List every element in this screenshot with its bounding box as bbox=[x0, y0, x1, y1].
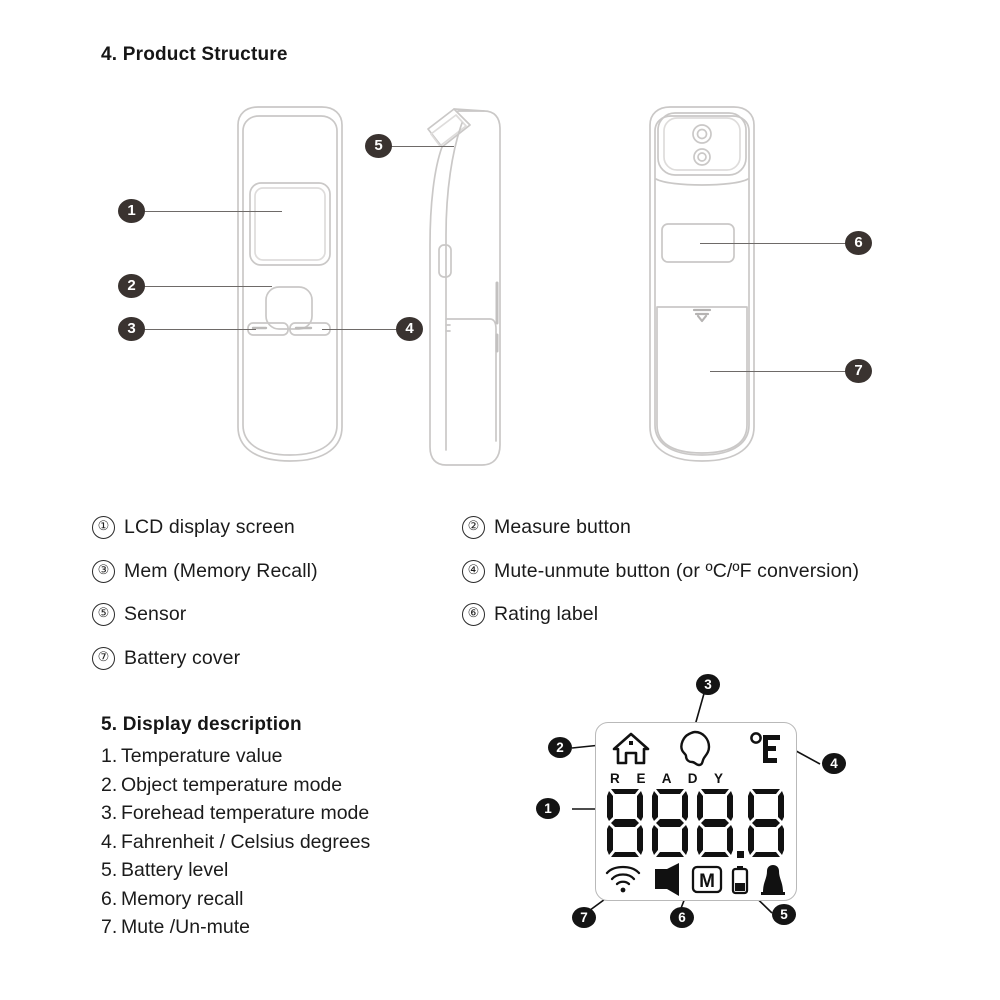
legend-label: Mem (Memory Recall) bbox=[124, 559, 318, 582]
forehead-icon bbox=[675, 729, 715, 774]
lcd-callout-badge-2: 2 bbox=[548, 737, 572, 758]
description-number: 2. bbox=[101, 773, 118, 796]
battery-icon bbox=[733, 866, 747, 893]
description-item-fahrenheit-celsius-degrees bbox=[101, 828, 531, 857]
description-number: 5. bbox=[101, 859, 118, 881]
description-label: Temperature value bbox=[121, 745, 283, 767]
description-number: 3. bbox=[101, 802, 118, 824]
legend-number-icon: ⑤ bbox=[92, 603, 115, 626]
description-number: 6. bbox=[101, 887, 118, 910]
side-view-outline bbox=[428, 109, 500, 465]
display-description-list bbox=[101, 742, 531, 942]
callout-badge-6: 6 bbox=[845, 231, 872, 255]
leader-line-7 bbox=[710, 371, 855, 372]
memory-m-icon bbox=[693, 867, 721, 892]
leader-line-1 bbox=[142, 211, 282, 212]
leader-line-2 bbox=[142, 286, 272, 287]
legend-label: Measure button bbox=[494, 516, 631, 538]
product-structure-diagram bbox=[90, 95, 920, 485]
svg-text:M: M bbox=[699, 871, 715, 892]
signal-dot-icon bbox=[621, 888, 626, 893]
description-label: Battery level bbox=[121, 859, 229, 881]
front-view-outline bbox=[238, 107, 342, 461]
callout-badge-1: 1 bbox=[118, 199, 145, 223]
description-item-mute-unmute bbox=[101, 913, 531, 942]
legend-label: Rating label bbox=[494, 603, 599, 625]
legend-number-icon: ② bbox=[462, 516, 485, 539]
callout-badge-5: 5 bbox=[365, 134, 392, 158]
description-item-temperature-value bbox=[101, 742, 531, 771]
legend-row bbox=[92, 560, 972, 604]
legend-list bbox=[92, 516, 972, 690]
leader-line-3 bbox=[142, 329, 256, 330]
degree-unit-icon bbox=[749, 729, 783, 774]
callout-badge-4: 4 bbox=[396, 317, 423, 341]
description-label: Mute /Un-mute bbox=[121, 916, 250, 938]
description-number: 7. bbox=[101, 916, 118, 938]
lcd-status-icons bbox=[605, 863, 789, 897]
description-label: Object temperature mode bbox=[121, 773, 343, 796]
mute-speaker-icon bbox=[655, 863, 679, 896]
legend-number-icon: ① bbox=[92, 516, 115, 539]
legend-item-mute-unmute-button bbox=[462, 560, 859, 583]
legend-label: Battery cover bbox=[124, 646, 241, 669]
lcd-callout-badge-1: 1 bbox=[536, 798, 560, 819]
legend-item-lcd-display-screen bbox=[92, 516, 295, 539]
legend-row bbox=[92, 516, 972, 560]
description-item-memory-recall bbox=[101, 885, 531, 914]
temperature-digits bbox=[607, 789, 787, 866]
lcd-panel bbox=[595, 722, 797, 901]
lcd-callout-badge-3: 3 bbox=[696, 674, 720, 695]
legend-label: Sensor bbox=[124, 603, 187, 625]
page-title-display-description: 5. Display description bbox=[101, 714, 302, 735]
legend-label: LCD display screen bbox=[124, 516, 295, 538]
description-label: Fahrenheit / Celsius degrees bbox=[121, 830, 371, 853]
legend-item-measure-button bbox=[462, 516, 631, 539]
house-icon bbox=[610, 731, 652, 772]
description-number: 1. bbox=[101, 745, 118, 767]
legend-item-mem-memory-recall bbox=[92, 560, 318, 583]
legend-item-battery-cover bbox=[92, 647, 240, 670]
signal-icon bbox=[607, 867, 639, 884]
description-item-forehead-temperature-mode bbox=[101, 799, 531, 828]
legend-item-rating-label bbox=[462, 603, 598, 626]
callout-badge-2: 2 bbox=[118, 274, 145, 298]
lcd-display-diagram bbox=[500, 668, 920, 958]
bell-icon bbox=[761, 865, 785, 895]
description-item-battery-level bbox=[101, 856, 531, 885]
callout-badge-3: 3 bbox=[118, 317, 145, 341]
leader-line-6 bbox=[700, 243, 855, 244]
back-view-outline bbox=[650, 107, 754, 461]
ready-text: R E A D Y bbox=[610, 771, 730, 786]
description-label: Forehead temperature mode bbox=[121, 802, 370, 824]
legend-number-icon: ③ bbox=[92, 560, 115, 583]
page-title-product-structure: 4. Product Structure bbox=[101, 44, 288, 65]
description-label: Memory recall bbox=[121, 887, 244, 910]
legend-number-icon: ⑦ bbox=[92, 647, 115, 670]
leader-line-4 bbox=[322, 329, 406, 330]
legend-label: Mute-unmute button (or ºC/ºF conversion) bbox=[494, 559, 860, 582]
lcd-callout-badge-6: 6 bbox=[670, 907, 694, 928]
lcd-callout-badge-4: 4 bbox=[822, 753, 846, 774]
leader-line-5 bbox=[390, 146, 454, 147]
callout-badge-7: 7 bbox=[845, 359, 872, 383]
description-number: 4. bbox=[101, 830, 118, 853]
legend-row bbox=[92, 603, 972, 647]
legend-number-icon: ⑥ bbox=[462, 603, 485, 626]
legend-number-icon: ④ bbox=[462, 560, 485, 583]
description-item-object-temperature-mode bbox=[101, 771, 531, 800]
legend-item-sensor bbox=[92, 603, 186, 626]
lcd-callout-badge-5: 5 bbox=[772, 904, 796, 925]
lcd-callout-badge-7: 7 bbox=[572, 907, 596, 928]
